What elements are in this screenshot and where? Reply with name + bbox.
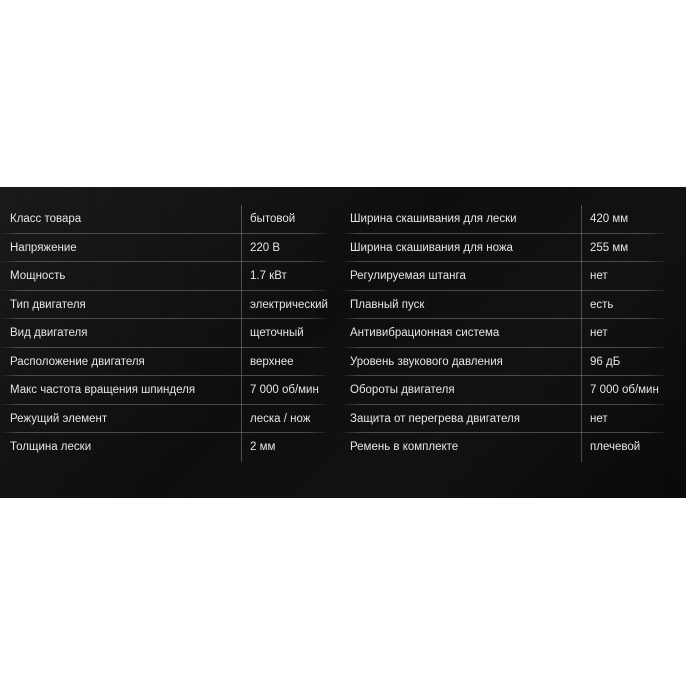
spec-label: Напряжение	[10, 241, 77, 254]
spec-label: Расположение двигателя	[10, 355, 145, 368]
spec-row	[0, 405, 326, 434]
spec-value: нет	[581, 405, 664, 434]
spec-label: Режущий элемент	[10, 412, 108, 425]
spec-label: Мощность	[10, 270, 66, 282]
spec-row	[0, 291, 326, 320]
spec-table-left	[0, 205, 326, 462]
spec-value: 220 В	[241, 234, 326, 263]
spec-label: Уровень звукового давления	[350, 355, 503, 368]
spec-label: Плавный пуск	[350, 298, 425, 311]
spec-value: 420 мм	[581, 205, 664, 234]
spec-label: Класс товара	[10, 213, 82, 225]
spec-value: 7 000 об/мин	[581, 376, 664, 405]
spec-row	[0, 376, 326, 405]
spec-row	[340, 405, 664, 434]
spec-value: плечевой	[581, 433, 664, 462]
spec-label: Регулируемая штанга	[350, 270, 466, 282]
spec-value: есть	[581, 291, 664, 320]
spec-row	[0, 262, 326, 291]
spec-value: электрический	[241, 291, 326, 320]
spec-row	[340, 348, 664, 377]
spec-value: 7 000 об/мин	[241, 376, 326, 405]
spec-label: Обороты двигателя	[350, 384, 455, 396]
spec-value: бытовой	[241, 205, 326, 234]
spec-row	[340, 376, 664, 405]
spec-row	[340, 205, 664, 234]
spec-panel	[0, 187, 686, 498]
spec-row	[340, 262, 664, 291]
spec-label: Антивибрационная система	[350, 327, 500, 339]
spec-row	[340, 234, 664, 263]
spec-value: 1.7 кВт	[241, 262, 326, 291]
spec-row	[0, 348, 326, 377]
spec-label: Защита от перегрева двигателя	[350, 412, 520, 425]
spec-value: щеточный	[241, 319, 326, 348]
spec-row	[0, 319, 326, 348]
spec-value: леска / нож	[241, 405, 326, 434]
spec-value: 2 мм	[241, 433, 326, 462]
spec-value: 96 дБ	[581, 348, 664, 377]
spec-value: нет	[581, 319, 664, 348]
spec-label: Ремень в комплекте	[350, 441, 459, 453]
spec-row	[0, 433, 326, 462]
spec-label: Макс частота вращения шпинделя	[10, 384, 196, 396]
spec-label: Толщина лески	[10, 441, 92, 453]
spec-label: Тип двигателя	[10, 298, 86, 311]
spec-value: верхнее	[241, 348, 326, 377]
spec-value: нет	[581, 262, 664, 291]
spec-table-right	[340, 205, 664, 462]
spec-label: Вид двигателя	[10, 327, 88, 339]
spec-label: Ширина скашивания для ножа	[350, 241, 513, 254]
spec-row	[340, 433, 664, 462]
spec-row	[0, 205, 326, 234]
spec-row	[0, 234, 326, 263]
spec-row	[340, 291, 664, 320]
spec-label: Ширина скашивания для лески	[350, 213, 517, 225]
spec-value: 255 мм	[581, 234, 664, 263]
spec-row	[340, 319, 664, 348]
